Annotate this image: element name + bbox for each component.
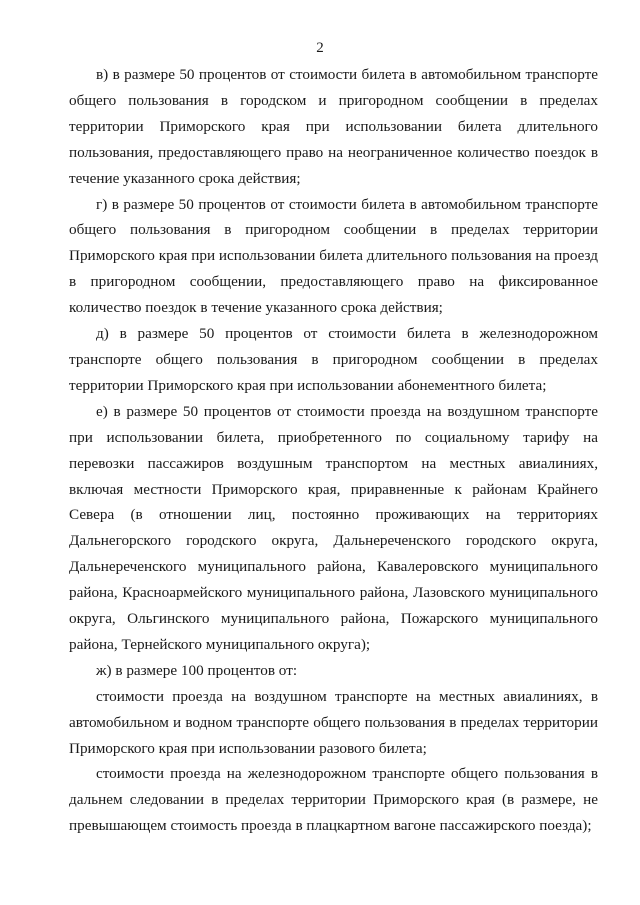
paragraph-zh-railway: стоимости проезда на железнодорожном транспорте общего пользования в дальнем следовании в пределах территории Приморского края (в размере, не превышающем стоимость проезда в плацкартном вагоне пассажирского поезда); (69, 765, 598, 835)
paragraph-v: в) в размере 50 процентов от стоимости билета в автомобильном транспорте общего пользования в городском и пригородном сообщении в пределах территории Приморского края при использовании билета длительного пользования, предоставляющего право на неограниченное количество поездок в течение указанного срока действия; (69, 66, 598, 187)
paragraph-g: г) в размере 50 процентов от стоимости билета в автомобильном транспорте общего пользования в пригородном сообщении в пределах территории Приморского края при использовании билета длительного пользования на проезд в пригородном сообщении, предоставляющего право на фиксированное количество поездок в течение указанного срока действия; (69, 195, 598, 317)
document-body (69, 62, 598, 839)
paragraph-zh: ж) в размере 100 процентов от: (96, 661, 298, 679)
paragraph-e: е) в размере 50 процентов от стоимости проезда на воздушном транспорте при использовании билета, приобретенного по социальному тарифу на перевозки пассажиров воздушным транспортом на местных авиалиниях, включая местности Приморского края, приравненные к районам Крайнего Севера (в отношении лиц, постоянно проживающих на территориях Дальнегорского городского округа, Дальнереченского городского округа, Дальнереченского муниципального района, Кавалеровского муниципального района, Красноармейского муниципального района, Лазовского муниципального округа, Ольгинского муниципального района, Пожарского муниципального района, Тернейского муниципального округа); (69, 402, 598, 653)
paragraph-d: д) в размере 50 процентов от стоимости билета в железнодорожном транспорте общего пользования в пригородном сообщении в пределах территории Приморского края при использовании абонементного билета; (69, 325, 598, 394)
paragraph-zh-air-auto-water: стоимости проезда на воздушном транспорте на местных авиалиниях, в автомобильном и водном транспорте общего пользования в пределах территории Приморского края при использовании разового билета; (69, 687, 598, 757)
page-number: 2 (316, 40, 324, 56)
